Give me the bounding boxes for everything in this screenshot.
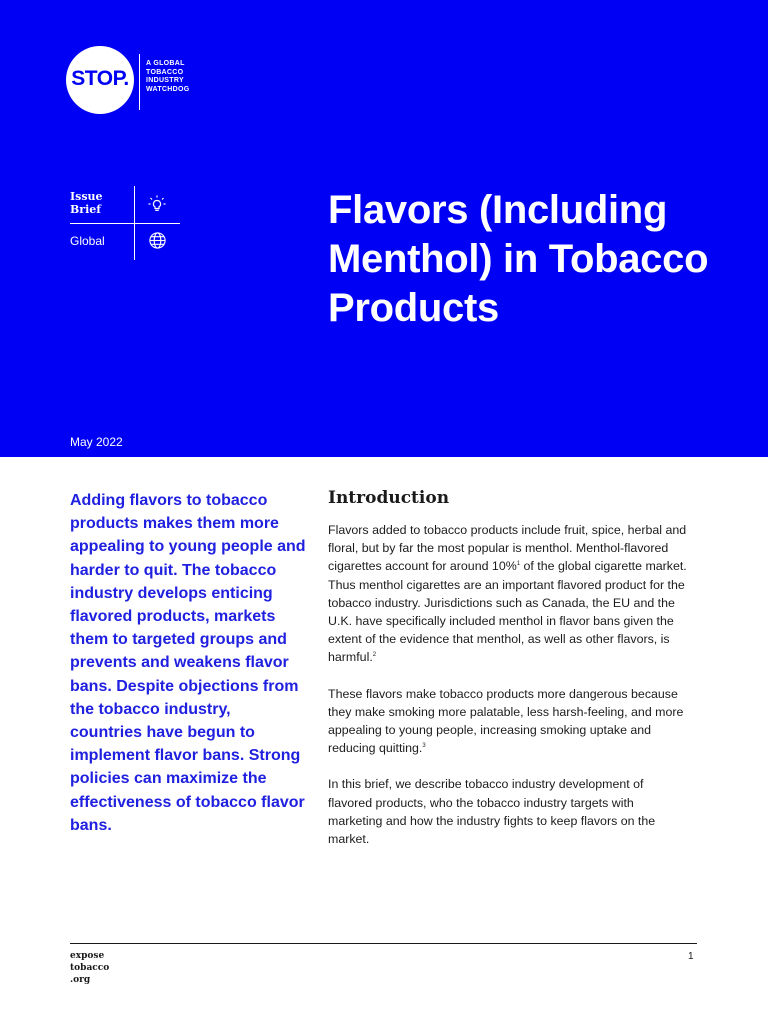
header-banner (0, 0, 768, 457)
footer-site-line: .org (70, 975, 91, 985)
region-label: Global (70, 234, 105, 248)
tagline-line: TOBACCO (146, 68, 184, 76)
logo-text: STOP. (71, 67, 129, 90)
logo-tagline (146, 60, 190, 94)
footnote-ref: 3 (422, 743, 426, 750)
paragraph-text: Flavors added to tobacco products include fruit, spice, herbal and floral, but by far the most popular is menthol. Menthol-flavored cigarettes account for around 10% (328, 523, 687, 574)
footnote-ref: 1 (516, 561, 521, 568)
logo-divider (139, 54, 140, 110)
paragraph-text: of the global cigarette market. Thus menthol cigarettes are an important flavored product for the tobacco industry. Jurisdictions such as Canada, the EU and the U.K. have specifically included menthol in flavor bans given the extent of the evidence that menthol, as well as other flavors, is harmful. (328, 559, 687, 665)
footer-website[interactable] (70, 950, 109, 986)
tagline-line: INDUSTRY (146, 77, 184, 84)
paragraph-text: These flavors make tobacco products more dangerous because they make smoking more palatable, less harsh-feeling, and more appealing to young people, increasing smoking uptake and reducing quitting. (328, 686, 684, 756)
page-number: 1 (688, 951, 694, 962)
page-title: Flavors (Including Menthol) in Tobacco Products (328, 188, 709, 330)
tagline-line: A GLOBAL (146, 60, 185, 67)
globe-icon (148, 231, 167, 250)
intro-paragraph-1 (328, 521, 688, 667)
footnote-ref: 2 (372, 652, 377, 659)
intro-paragraph-2 (328, 685, 688, 758)
info-grid-horizontal-line (70, 223, 180, 224)
footer-divider (70, 943, 697, 944)
tagline-line: WATCHDOG (146, 85, 190, 93)
footer-site-line: expose (70, 951, 105, 961)
lead-summary: Adding flavors to tobacco products makes them more appealing to young people and harder to quit. The tobacco industry develops enticing flavored products, markets them to targeted groups and prevents and weakens flavor bans. Despite objections from the tobacco industry, countries have begun to implement flavor bans. Strong policies can maximize the effectiveness of tobacco flavor bans. (70, 492, 306, 834)
introduction-body (328, 521, 688, 866)
publication-date: May 2022 (70, 435, 123, 449)
footer-site-line: tobacco (70, 963, 110, 973)
stop-logo (66, 46, 136, 116)
intro-paragraph-3: In this brief, we describe tobacco industry development of flavored products, who the tobacco industry targets with marketing and how the industry fights to keep flavors on the market. (328, 777, 656, 847)
issue-brief-label: Issue Brief (70, 190, 103, 216)
lightbulb-icon (147, 194, 167, 214)
introduction-heading: Introduction (328, 488, 450, 508)
